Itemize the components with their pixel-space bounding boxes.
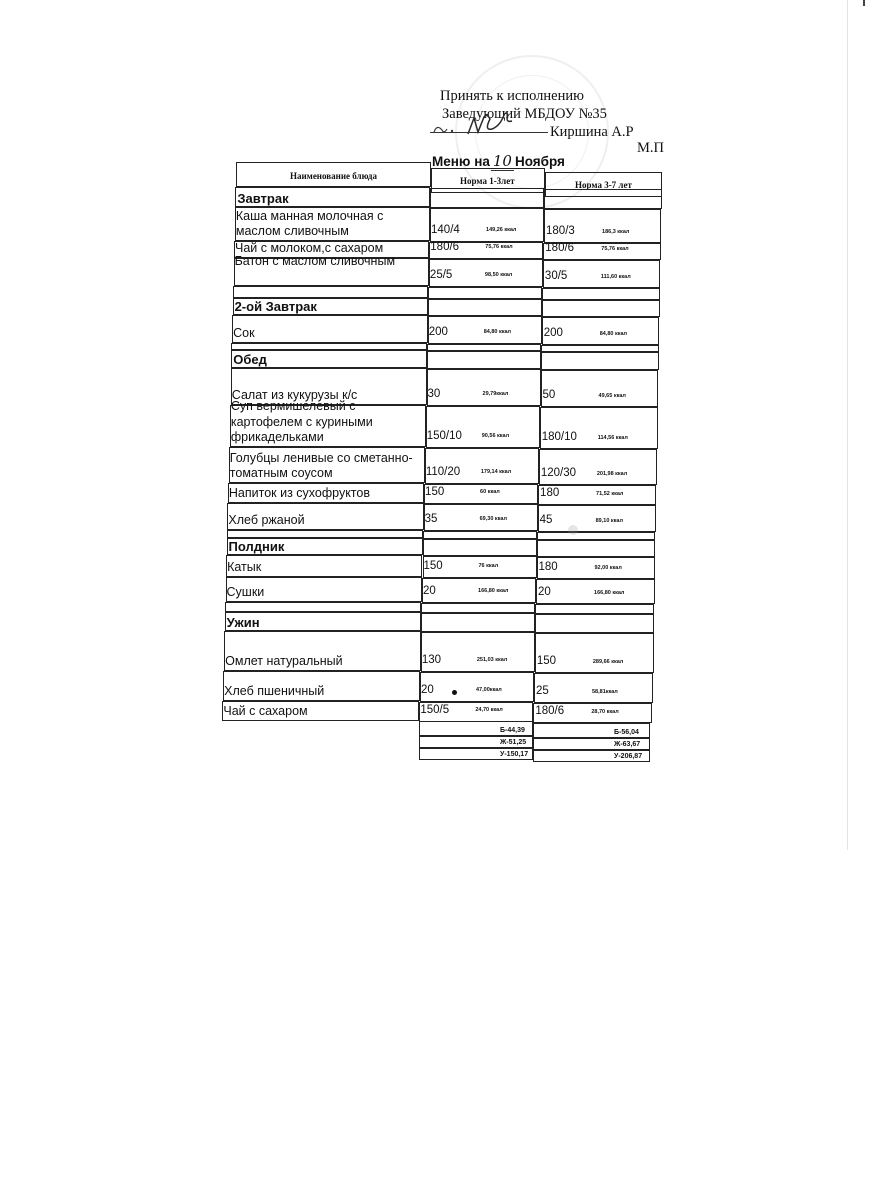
row-cell-norm1 — [423, 539, 537, 556]
norm1-kcal: 149,26 ккал — [486, 227, 517, 233]
row-cell-dish — [233, 286, 428, 298]
dish-name: Голубцы ленивые со сметанно-томатным соусом — [229, 450, 413, 481]
norm1-kcal: 98,50 ккал — [484, 272, 513, 278]
norm2-value: 25 — [535, 685, 549, 697]
norm1-kcal: 166,80 ккал — [478, 588, 509, 594]
dish-name: Чай с молоком,с сахаром — [235, 241, 384, 256]
norm1-kcal: 60 ккал — [480, 489, 500, 495]
norm2-value: 30/5 — [544, 270, 568, 282]
row-cell-norm2 — [535, 614, 654, 633]
row-cell-norm1 — [428, 299, 542, 316]
row-cell-dish — [231, 343, 427, 350]
row-cell-norm2 — [537, 540, 655, 557]
total-norm2: Б-56,04 — [614, 729, 639, 736]
row-cell-norm1 — [427, 351, 541, 369]
norm2-kcal: 84,80 ккал — [599, 331, 628, 337]
norm2-kcal: 114,56 ккал — [597, 435, 628, 441]
norm1-kcal: 179,14 ккал — [480, 469, 512, 475]
norm2-kcal: 186,3 ккал — [602, 229, 630, 235]
row-cell-norm2 — [541, 370, 659, 407]
title-day: 10 — [492, 152, 512, 170]
row-cell-norm1 — [427, 369, 541, 406]
norm1-value: 20 — [423, 585, 436, 597]
total-norm1: У-150,17 — [500, 751, 529, 758]
dish-name: Напиток из сухофруктов — [228, 486, 370, 501]
norm1-value: 150 — [423, 560, 443, 572]
norm1-value: 180/6 — [430, 241, 460, 253]
header-dish: Наименование блюда — [290, 171, 377, 181]
row-cell-norm2 — [535, 604, 654, 614]
norm1-value: 150 — [425, 486, 445, 498]
norm1-value: 25/5 — [429, 269, 453, 281]
norm2-kcal: 92,00 ккал — [594, 565, 622, 571]
row-cell-norm1 — [421, 613, 535, 632]
row-cell-norm2 — [534, 673, 653, 703]
dish-name: Катык — [227, 560, 262, 575]
norm1-value: 150/5 — [420, 704, 450, 716]
norm1-value: 30 — [427, 388, 441, 400]
norm2-value: 180 — [538, 561, 558, 573]
dish-name: Каша манная молочная с маслом сливочным — [235, 208, 384, 239]
signature-image — [428, 112, 558, 138]
section-label: Завтрак — [237, 191, 289, 206]
norm2-value: 180/6 — [545, 242, 575, 254]
norm1-kcal: 47,00ккал — [475, 687, 502, 693]
dish-name: Омлет натуральный — [225, 654, 343, 669]
row-cell-norm1 — [430, 188, 544, 208]
approval-accept-text: Принять к исполнению — [440, 88, 584, 104]
norm2-value: 50 — [542, 389, 556, 401]
norm1-kcal: 75,76 ккал — [485, 244, 513, 250]
norm1-value: 150/10 — [426, 430, 462, 442]
norm1-value: 35 — [424, 513, 438, 525]
norm2-kcal: 201,98 ккал — [596, 471, 628, 477]
row-cell-norm1 — [427, 344, 541, 351]
norm2-value: 200 — [543, 327, 563, 339]
norm2-value: 180/10 — [541, 431, 577, 443]
section-label: Ужин — [226, 615, 260, 630]
stamp-place-label: М.П — [637, 140, 664, 156]
norm1-value: 110/20 — [425, 466, 461, 478]
row-cell-norm2 — [542, 288, 659, 300]
dish-name: Батон с маслом сливочным — [234, 253, 396, 268]
dish-name: Сок — [233, 326, 255, 341]
dish-name: Салат из кукурузы к/с — [231, 388, 358, 403]
norm2-value: 180 — [540, 487, 560, 499]
norm2-kcal: 89,10 ккал — [595, 518, 623, 524]
norm2-value: 180/6 — [535, 705, 565, 717]
norm1-value: 20 — [420, 684, 434, 696]
norm1-value: 130 — [421, 654, 442, 666]
row-cell-norm1 — [428, 287, 542, 299]
row-cell-norm2 — [541, 352, 659, 370]
ink-dot — [452, 690, 457, 695]
norm1-kcal: 90,56 ккал — [481, 433, 510, 439]
smudge-mark — [568, 525, 578, 535]
norm2-kcal: 166,80 ккал — [594, 590, 625, 596]
norm2-kcal: 71,52 ккал — [596, 491, 624, 497]
title-prefix: Меню на — [432, 154, 490, 169]
row-cell-norm2 — [544, 189, 661, 209]
row-cell-dish — [225, 602, 422, 612]
norm1-kcal: 69,30 ккал — [479, 516, 507, 522]
header-norm2: Норма 3-7 лет — [575, 180, 632, 190]
norm1-value: 140/4 — [431, 224, 460, 236]
norm2-value: 180/3 — [546, 225, 575, 237]
dish-name: Хлеб пшеничный — [224, 684, 325, 699]
norm2-value: 150 — [536, 655, 557, 667]
norm2-value: 20 — [538, 586, 551, 598]
row-cell-norm2 — [542, 300, 659, 317]
total-norm2: У-206,87 — [614, 753, 643, 760]
title-month: Ноября — [514, 154, 565, 169]
norm1-kcal: 76 ккал — [478, 563, 499, 569]
norm1-kcal: 29,79ккал — [482, 391, 509, 397]
header-norm1: Норма 1-3лет — [460, 176, 515, 186]
section-label: 2-ой Завтрак — [234, 299, 317, 314]
approval-block — [0, 0, 873, 160]
norm1-kcal: 84,80 ккал — [483, 329, 512, 335]
total-norm1: Ж-51,25 — [500, 739, 527, 746]
approval-name: Киршина А.Р — [550, 124, 634, 140]
norm2-kcal: 58,81ккал — [591, 689, 618, 695]
dish-name: Хлеб ржаной — [228, 513, 305, 528]
approval-head-text: Заведующий МБДОУ №35 — [442, 106, 607, 122]
norm2-kcal: 75,76 ккал — [601, 246, 629, 252]
total-norm1: Б-44,39 — [500, 727, 525, 734]
norm2-kcal: 28,70 ккал — [591, 709, 619, 715]
row-cell-norm1 — [423, 531, 537, 539]
dish-name: Чай с сахаром — [223, 704, 308, 719]
norm2-kcal: 111,60 ккал — [600, 274, 631, 280]
signature-line — [430, 132, 548, 133]
norm2-value: 120/30 — [540, 467, 577, 479]
section-label: Полдник — [228, 539, 285, 554]
norm1-value: 200 — [428, 326, 448, 338]
norm2-kcal: 49,65 ккал — [598, 393, 626, 399]
dish-name: Сушки — [226, 585, 265, 600]
row-cell-norm1 — [421, 603, 535, 613]
norm2-kcal: 289,66 ккал — [592, 659, 624, 665]
norm1-kcal: 251,03 ккал — [476, 657, 508, 663]
row-cell-norm2 — [537, 532, 655, 540]
total-norm2: Ж-63,67 — [614, 741, 641, 748]
norm1-kcal: 24,70 ккал — [475, 707, 503, 713]
section-label: Обед — [233, 352, 267, 367]
norm2-value: 45 — [539, 514, 553, 526]
row-cell-norm2 — [541, 345, 659, 352]
dish-name: Суп вермишелевый с картофелем с куриными фрикадельками — [230, 399, 373, 445]
row-cell-dish — [227, 530, 423, 538]
